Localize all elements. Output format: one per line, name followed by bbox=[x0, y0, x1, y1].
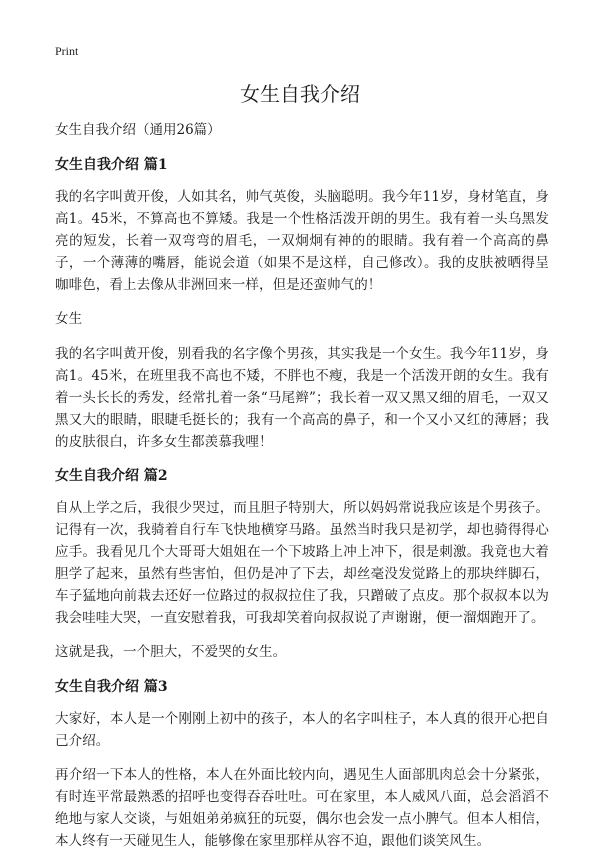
paragraph: 大家好，本人是一个刚刚上初中的孩子，本人的名字叫柱子，本人真的很开心把自己介绍。 bbox=[55, 711, 549, 749]
paragraph: 这就是我，一个胆大，不爱哭的女生。 bbox=[55, 644, 287, 660]
section-1 bbox=[55, 154, 549, 453]
paragraph: 我的名字叫黄开俊，别看我的名字像个男孩，其实我是一个女生。我今年11岁，身高1。45米，在班里我不高也不矮，不胖也不瘦，我是一个活泼开朗的女生。我有着一头长长的秀发，经常扎着一条“马尾辫”；我长着一双又黑又细的眉毛，一双又黑又大的眼睛，眼睫毛挺长的；我有一个高高的鼻子，和一个又小又红的薄唇；我的皮肤很白，许多女生都羡慕我哩！ bbox=[55, 346, 549, 450]
section-heading: 女生自我介绍 篇1 bbox=[55, 157, 168, 173]
paragraph: 女生 bbox=[55, 311, 83, 327]
section-2 bbox=[55, 465, 549, 663]
page-title: 女生自我介绍 bbox=[240, 82, 360, 106]
document-subtitle: 女生自我介绍（通用26篇） bbox=[55, 122, 221, 138]
section-3 bbox=[55, 676, 549, 852]
paragraph: 我的名字叫黄开俊，人如其名，帅气英俊，头脑聪明。我今年11岁，身材笔直，身高1。45米，不算高也不算矮。我是一个性格活泼开朗的男生。我有着一头乌黑发亮的短发，长着一双弯弯的眉毛，一双炯炯有神的的眼睛。我有着一个高高的鼻子，一个薄薄的嘴唇，能说会道（如果不是这样，自己修改）。我的皮肤被晒得呈咖啡色，看上去像从非洲回来一样，但是还蛮帅气的！ bbox=[55, 189, 549, 293]
section-heading: 女生自我介绍 篇3 bbox=[55, 679, 168, 695]
article-body bbox=[55, 119, 549, 864]
print-link[interactable]: Print bbox=[55, 44, 79, 58]
section-heading: 女生自我介绍 篇2 bbox=[55, 468, 168, 484]
paragraph: 自从上学之后，我很少哭过，而且胆子特别大，所以妈妈常说我应该是个男孩子。记得有一次，我骑着自行车飞快地横穿马路。虽然当时我只是初学，却也骑得得心应手。我看见几个大哥哥大姐姐在一个下坡路上冲上冲下，很是刺激。我竟也大着胆学了起来，虽然有些害怕，但仍是冲了下去，却丝毫没发觉路上的那块绊脚石，车子猛地向前栽去还好一位路过的叔叔拉住了我，只蹭破了点皮。那个叔叔本以为我会哇哇大哭，一直安慰着我，可我却笑着向叔叔说了声谢谢，便一溜烟跑开了。 bbox=[55, 500, 549, 626]
paragraph: 再介绍一下本人的性格，本人在外面比较内向，遇见生人面部肌肉总会十分紧张，有时连平常最熟悉的招呼也变得吞吞吐吐。可在家里，本人威风八面，总会滔滔不绝地与家人交谈，与姐姐弟弟疯狂的玩耍，偶尔也会发一点小脾气。但本人相信，本人终有一天碰见生人，能够像在家里那样从容不迫，跟他们谈笑风生。 bbox=[55, 767, 549, 849]
